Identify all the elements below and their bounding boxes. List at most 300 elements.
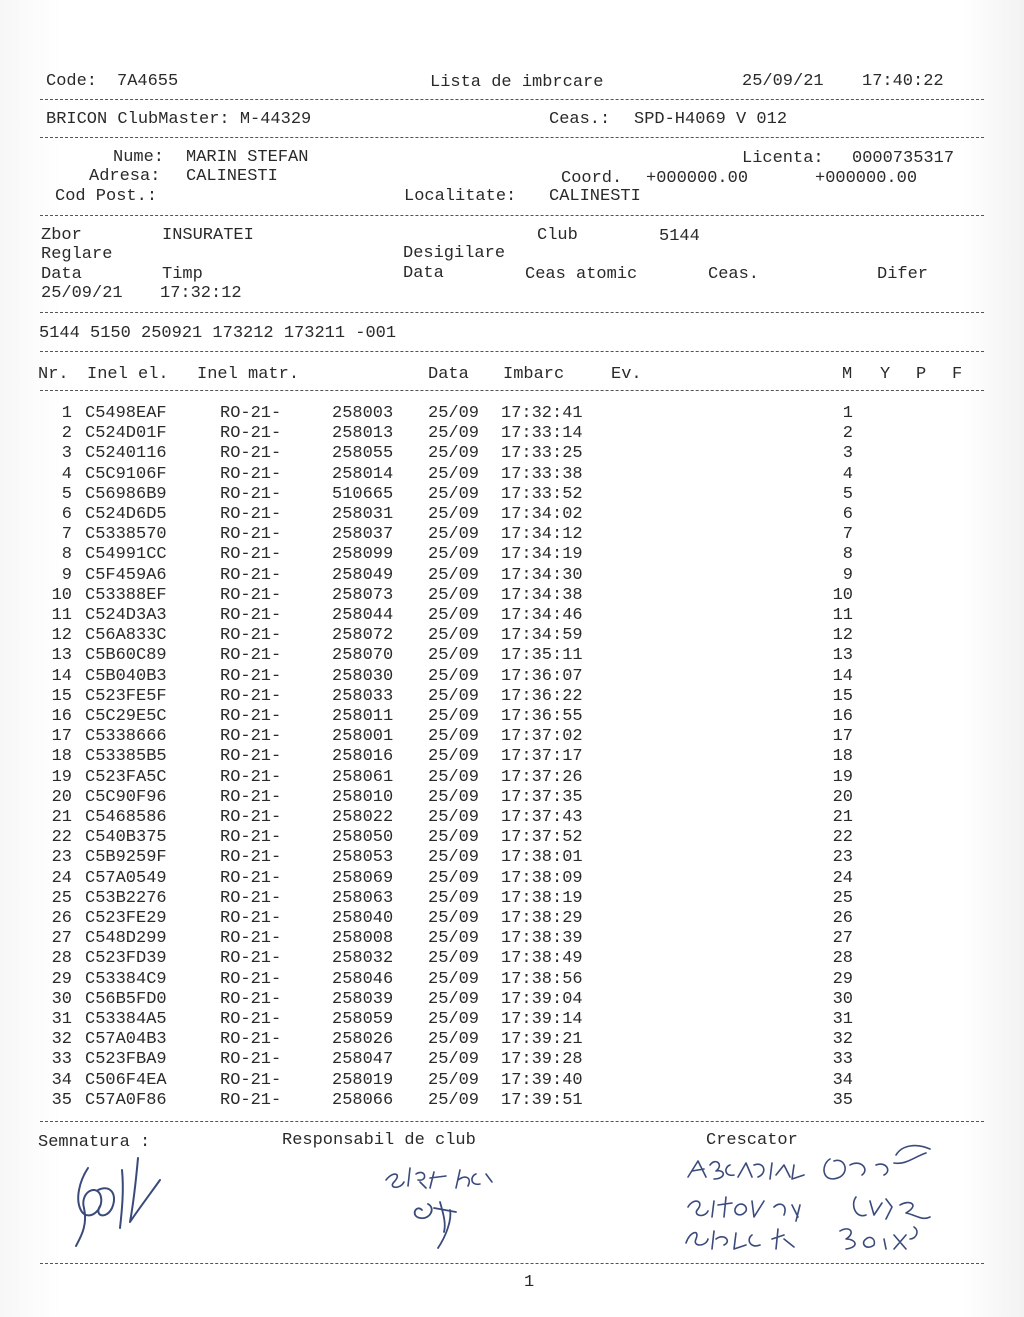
table-row (0, 545, 1024, 565)
table-row (0, 727, 1024, 747)
table-row (0, 970, 1024, 990)
row-number: 26 (51, 909, 72, 928)
basketing-date: 25/09 (428, 666, 480, 686)
inel-el: C523FBA9 (85, 1050, 167, 1070)
basketing-date: 25/09 (428, 1070, 480, 1090)
divider (40, 1263, 984, 1264)
row-number: 7 (61, 525, 72, 545)
m-count: 16 (832, 707, 853, 726)
inel-el: C56986B9 (85, 484, 167, 504)
basketing-date: 25/09 (428, 1050, 480, 1070)
basketing-date: 25/09 (428, 606, 480, 625)
m-count: 31 (832, 1010, 853, 1029)
coord-label: Coord. (561, 169, 623, 188)
table-row (0, 828, 1024, 848)
inel-matr-prefix: RO-21- (220, 464, 282, 484)
m-count: 7 (842, 525, 853, 545)
table-row (0, 586, 1024, 606)
row-number: 6 (61, 505, 72, 524)
basketing-date: 25/09 (428, 505, 480, 524)
row-number: 22 (51, 828, 72, 848)
m-count: 24 (832, 868, 853, 888)
inel-matr-prefix: RO-21- (220, 686, 282, 706)
m-count: 29 (832, 969, 853, 989)
basketing-time: 17:39:51 (501, 1090, 583, 1110)
table-row (0, 949, 1024, 969)
code-label: Code: (46, 72, 98, 91)
inel-el: C57A04B3 (85, 1030, 167, 1050)
inel-matr-number: 258047 (332, 1050, 394, 1070)
basketing-time: 17:38:19 (501, 888, 583, 908)
inel-matr-prefix: RO-21- (220, 707, 282, 726)
club-number: 5144 (659, 227, 700, 246)
inel-matr-prefix: RO-21- (220, 606, 282, 625)
table-row (0, 485, 1024, 505)
basketing-date: 25/09 (428, 404, 480, 423)
basketing-date: 25/09 (428, 848, 480, 868)
inel-matr-prefix: RO-21- (220, 404, 282, 423)
row-number: 13 (51, 646, 72, 666)
row-number: 27 (51, 929, 72, 949)
inel-matr-number: 258003 (332, 404, 394, 423)
inel-matr-number: 258059 (332, 1010, 394, 1029)
inel-matr-prefix: RO-21- (220, 1030, 282, 1050)
row-number: 16 (51, 707, 72, 726)
inel-matr-prefix: RO-21- (220, 787, 282, 807)
basketing-time: 17:33:52 (501, 484, 583, 504)
inel-el: C56A833C (85, 626, 167, 646)
inel-matr-prefix: RO-21- (220, 1010, 282, 1029)
member-name: MARIN STEFAN (186, 148, 309, 167)
reglare-time: 17:32:12 (160, 284, 242, 303)
row-number: 24 (51, 868, 72, 888)
basketing-date: 25/09 (428, 949, 480, 969)
m-count: 9 (842, 565, 853, 585)
member-address: CALINESTI (186, 167, 278, 186)
code-value: 7A4655 (117, 72, 179, 91)
inel-matr-number: 258022 (332, 808, 394, 827)
table-row (0, 525, 1024, 545)
table-row (0, 444, 1024, 464)
table-row (0, 667, 1024, 687)
inel-matr-number: 258069 (332, 868, 394, 888)
row-number: 23 (51, 848, 72, 868)
inel-matr-prefix: RO-21- (220, 626, 282, 646)
breeder-label: Crescator (706, 1131, 798, 1150)
table-row (0, 889, 1024, 909)
basketing-time: 17:37:43 (501, 808, 583, 827)
inel-el: C523FA5C (85, 767, 167, 787)
inel-matr-prefix: RO-21- (220, 424, 282, 444)
data-label-2: Data (403, 264, 444, 283)
header-p: P (916, 365, 927, 384)
divider (40, 137, 984, 138)
row-number: 8 (61, 545, 72, 565)
inel-matr-prefix: RO-21- (220, 888, 282, 908)
inel-matr-prefix: RO-21- (220, 949, 282, 969)
inel-matr-number: 258049 (332, 565, 394, 585)
inel-el: C5B60C89 (85, 646, 167, 666)
inel-matr-number: 258001 (332, 727, 394, 747)
inel-el: C5C29E5C (85, 707, 167, 726)
print-time: 17:40:22 (862, 72, 944, 91)
locality-label: Localitate: (404, 187, 517, 206)
inel-el: C56B5FD0 (85, 989, 167, 1009)
inel-el: C506F4EA (85, 1070, 167, 1090)
row-number: 2 (61, 424, 72, 444)
m-count: 3 (842, 444, 853, 464)
club-label: Club (537, 226, 578, 245)
inel-matr-number: 258026 (332, 1030, 394, 1050)
basketing-date: 25/09 (428, 787, 480, 807)
inel-el: C5C90F96 (85, 787, 167, 807)
m-count: 13 (832, 646, 853, 666)
inel-matr-number: 510665 (332, 484, 394, 504)
divider (40, 312, 984, 313)
inel-matr-prefix: RO-21- (220, 484, 282, 504)
m-count: 18 (832, 747, 853, 767)
member-locality: CALINESTI (549, 187, 641, 206)
table-row (0, 505, 1024, 525)
zbor-value: INSURATEI (162, 226, 254, 245)
inel-matr-prefix: RO-21- (220, 909, 282, 928)
header-inel-el: Inel el. (87, 365, 169, 384)
system-name: BRICON ClubMaster: M-44329 (46, 110, 312, 129)
inel-el: C5B9259F (85, 848, 167, 868)
divider (40, 215, 984, 216)
inel-matr-prefix: RO-21- (220, 545, 282, 565)
basketing-time: 17:38:29 (501, 909, 583, 928)
basketing-date: 25/09 (428, 707, 480, 726)
basketing-time: 17:39:40 (501, 1070, 583, 1090)
inel-matr-number: 258070 (332, 646, 394, 666)
inel-matr-prefix: RO-21- (220, 1050, 282, 1070)
m-count: 28 (832, 949, 853, 969)
basketing-date: 25/09 (428, 727, 480, 747)
table-row (0, 465, 1024, 485)
reglare-label: Reglare (41, 245, 113, 264)
basketing-time: 17:34:46 (501, 606, 583, 625)
table-row (0, 990, 1024, 1010)
inel-matr-number: 258031 (332, 505, 394, 524)
clock-label: Ceas.: (549, 110, 611, 129)
row-number: 9 (61, 565, 72, 585)
basketing-time: 17:36:07 (501, 666, 583, 686)
inel-matr-prefix: RO-21- (220, 808, 282, 827)
basketing-date: 25/09 (428, 464, 480, 484)
inel-matr-number: 258063 (332, 888, 394, 908)
table-row (0, 606, 1024, 626)
basketing-time: 17:37:35 (501, 787, 583, 807)
header-m: M (842, 365, 853, 384)
inel-matr-prefix: RO-21- (220, 848, 282, 868)
header-imbarc: Imbarc (503, 365, 565, 384)
m-count: 25 (832, 888, 853, 908)
inel-matr-prefix: RO-21- (220, 1070, 282, 1090)
breeder-signatures (680, 1135, 950, 1260)
divider (40, 351, 984, 352)
m-count: 8 (842, 545, 853, 565)
inel-el: C523FE5F (85, 686, 167, 706)
table-row (0, 808, 1024, 828)
m-count: 19 (832, 767, 853, 787)
difer-label: Difer (877, 265, 929, 284)
inel-matr-number: 258040 (332, 909, 394, 928)
inel-matr-number: 258008 (332, 929, 394, 949)
basketing-date: 25/09 (428, 686, 480, 706)
row-number: 18 (51, 747, 72, 767)
inel-el: C5498EAF (85, 404, 167, 423)
address-label: Adresa: (89, 167, 161, 186)
desigilare-label: Desigilare (403, 244, 506, 263)
basketing-time: 17:34:59 (501, 626, 583, 646)
basketing-date: 25/09 (428, 444, 480, 464)
m-count: 26 (832, 909, 853, 928)
row-number: 14 (51, 666, 72, 686)
m-count: 15 (832, 686, 853, 706)
inel-matr-number: 258014 (332, 464, 394, 484)
header-f: F (952, 365, 963, 384)
row-number: 25 (51, 888, 72, 908)
inel-matr-prefix: RO-21- (220, 1090, 282, 1110)
m-count: 1 (842, 404, 853, 423)
row-number: 33 (51, 1050, 72, 1070)
row-number: 20 (51, 787, 72, 807)
table-row (0, 1030, 1024, 1050)
inel-matr-number: 258010 (332, 787, 394, 807)
document-title: Lista de imbrcare (430, 73, 604, 92)
basketing-date: 25/09 (428, 525, 480, 545)
m-count: 5 (842, 484, 853, 504)
basketing-date: 25/09 (428, 868, 480, 888)
inel-matr-prefix: RO-21- (220, 505, 282, 524)
table-row (0, 1010, 1024, 1030)
clock-value: SPD-H4069 V 012 (634, 110, 788, 129)
basketing-time: 17:38:56 (501, 969, 583, 989)
basketing-date: 25/09 (428, 888, 480, 908)
inel-el: C53388EF (85, 585, 167, 605)
inel-el: C524D3A3 (85, 606, 167, 625)
divider (40, 99, 984, 100)
row-number: 17 (51, 727, 72, 747)
inel-matr-prefix: RO-21- (220, 646, 282, 666)
club-responsible-signature (380, 1160, 520, 1255)
m-count: 11 (832, 606, 853, 625)
m-count: 6 (842, 505, 853, 524)
inel-el: C524D01F (85, 424, 167, 444)
basketing-time: 17:38:09 (501, 868, 583, 888)
inel-el: C5B040B3 (85, 666, 167, 686)
table-row (0, 687, 1024, 707)
basketing-time: 17:34:38 (501, 585, 583, 605)
signature-scribble (60, 1150, 170, 1250)
inel-el: C53385B5 (85, 747, 167, 767)
table-row (0, 626, 1024, 646)
table-row (0, 424, 1024, 444)
basketing-time: 17:33:38 (501, 464, 583, 484)
inel-matr-prefix: RO-21- (220, 525, 282, 545)
row-number: 31 (51, 1010, 72, 1029)
inel-el: C57A0549 (85, 868, 167, 888)
postcode-label: Cod Post.: (55, 187, 158, 206)
basketing-date: 25/09 (428, 1030, 480, 1050)
row-number: 5 (61, 484, 72, 504)
m-count: 27 (832, 929, 853, 949)
m-count: 12 (832, 626, 853, 646)
basketing-date: 25/09 (428, 909, 480, 928)
basketing-time: 17:37:02 (501, 727, 583, 747)
basketing-time: 17:39:21 (501, 1030, 583, 1050)
basketing-time: 17:36:22 (501, 686, 583, 706)
inel-matr-number: 258013 (332, 424, 394, 444)
inel-matr-number: 258046 (332, 969, 394, 989)
summary-line: 5144 5150 250921 173212 173211 -001 (39, 324, 397, 343)
m-count: 21 (832, 808, 853, 827)
basketing-date: 25/09 (428, 545, 480, 565)
m-count: 34 (832, 1070, 853, 1090)
inel-matr-prefix: RO-21- (220, 565, 282, 585)
basketing-date: 25/09 (428, 747, 480, 767)
row-number: 29 (51, 969, 72, 989)
basketing-time: 17:34:02 (501, 505, 583, 524)
inel-matr-prefix: RO-21- (220, 828, 282, 848)
basketing-date: 25/09 (428, 1010, 480, 1029)
inel-matr-prefix: RO-21- (220, 868, 282, 888)
basketing-date: 25/09 (428, 626, 480, 646)
club-responsible-label: Responsabil de club (282, 1131, 476, 1150)
header-y: Y (880, 365, 891, 384)
table-row (0, 869, 1024, 889)
inel-matr-number: 258050 (332, 828, 394, 848)
table-row (0, 404, 1024, 424)
basketing-date: 25/09 (428, 484, 480, 504)
inel-matr-number: 258044 (332, 606, 394, 625)
inel-matr-prefix: RO-21- (220, 969, 282, 989)
basketing-time: 17:39:28 (501, 1050, 583, 1070)
zbor-label: Zbor (41, 226, 82, 245)
inel-matr-prefix: RO-21- (220, 727, 282, 747)
inel-matr-number: 258037 (332, 525, 394, 545)
license-label: Licenta: (742, 149, 824, 168)
inel-matr-number: 258066 (332, 1090, 394, 1110)
basketing-time: 17:34:30 (501, 565, 583, 585)
divider (40, 390, 984, 391)
row-number: 11 (51, 606, 72, 625)
basketing-time: 17:35:11 (501, 646, 583, 666)
row-number: 1 (61, 404, 72, 423)
name-label: Nume: (113, 148, 165, 167)
basketing-date: 25/09 (428, 565, 480, 585)
inel-matr-number: 258030 (332, 666, 394, 686)
inel-matr-prefix: RO-21- (220, 747, 282, 767)
m-count: 35 (832, 1090, 853, 1110)
m-count: 23 (832, 848, 853, 868)
inel-matr-number: 258073 (332, 585, 394, 605)
inel-el: C523FE29 (85, 909, 167, 928)
basketing-date: 25/09 (428, 767, 480, 787)
row-number: 32 (51, 1030, 72, 1050)
inel-el: C548D299 (85, 929, 167, 949)
table-row (0, 848, 1024, 868)
row-number: 19 (51, 767, 72, 787)
header-inel-matr: Inel matr. (197, 365, 300, 384)
basketing-time: 17:39:04 (501, 989, 583, 1009)
basketing-time: 17:37:52 (501, 828, 583, 848)
signature-label: Semnatura : (38, 1133, 151, 1152)
table-row (0, 1091, 1024, 1111)
basketing-time: 17:33:25 (501, 444, 583, 464)
inel-matr-number: 258099 (332, 545, 394, 565)
table-row (0, 929, 1024, 949)
row-number: 12 (51, 626, 72, 646)
inel-matr-number: 258039 (332, 989, 394, 1009)
basketing-time: 17:38:39 (501, 929, 583, 949)
row-number: 21 (51, 808, 72, 827)
inel-matr-number: 258019 (332, 1070, 394, 1090)
table-row (0, 646, 1024, 666)
inel-matr-prefix: RO-21- (220, 585, 282, 605)
inel-matr-number: 258032 (332, 949, 394, 969)
inel-matr-number: 258016 (332, 747, 394, 767)
inel-el: C54991CC (85, 545, 167, 565)
inel-matr-prefix: RO-21- (220, 444, 282, 464)
row-number: 30 (51, 989, 72, 1009)
basketing-date: 25/09 (428, 929, 480, 949)
m-count: 14 (832, 666, 853, 686)
row-number: 4 (61, 464, 72, 484)
header-nr: Nr. (38, 365, 69, 384)
page-number: 1 (524, 1273, 535, 1292)
table-row (0, 747, 1024, 767)
row-number: 3 (61, 444, 72, 464)
row-number: 28 (51, 949, 72, 969)
basketing-time: 17:38:49 (501, 949, 583, 969)
table-row (0, 566, 1024, 586)
row-number: 15 (51, 686, 72, 706)
coord-latitude: +000000.00 (646, 169, 749, 188)
table-row (0, 1050, 1024, 1070)
divider (40, 1121, 984, 1122)
table-row (0, 1071, 1024, 1091)
license-number: 0000735317 (852, 149, 955, 168)
basketing-time: 17:37:26 (501, 767, 583, 787)
basketing-date: 25/09 (428, 989, 480, 1009)
inel-matr-number: 258053 (332, 848, 394, 868)
reglare-date: 25/09/21 (41, 284, 123, 303)
inel-matr-number: 258061 (332, 767, 394, 787)
inel-el: C53384A5 (85, 1010, 167, 1029)
inel-matr-number: 258011 (332, 707, 394, 726)
basketing-time: 17:39:14 (501, 1010, 583, 1029)
inel-matr-prefix: RO-21- (220, 767, 282, 787)
data-label: Data (41, 265, 82, 284)
inel-el: C5338666 (85, 727, 167, 747)
inel-matr-prefix: RO-21- (220, 666, 282, 686)
m-count: 30 (832, 989, 853, 1009)
ceas-label: Ceas. (708, 265, 760, 284)
basketing-time: 17:37:17 (501, 747, 583, 767)
basketing-date: 25/09 (428, 424, 480, 444)
m-count: 10 (832, 585, 853, 605)
row-number: 10 (51, 585, 72, 605)
row-number: 34 (51, 1070, 72, 1090)
header-ev: Ev. (611, 365, 642, 384)
inel-el: C5240116 (85, 444, 167, 464)
m-count: 4 (842, 464, 853, 484)
basketing-time: 17:36:55 (501, 707, 583, 726)
basketing-date: 25/09 (428, 828, 480, 848)
basketing-date: 25/09 (428, 646, 480, 666)
